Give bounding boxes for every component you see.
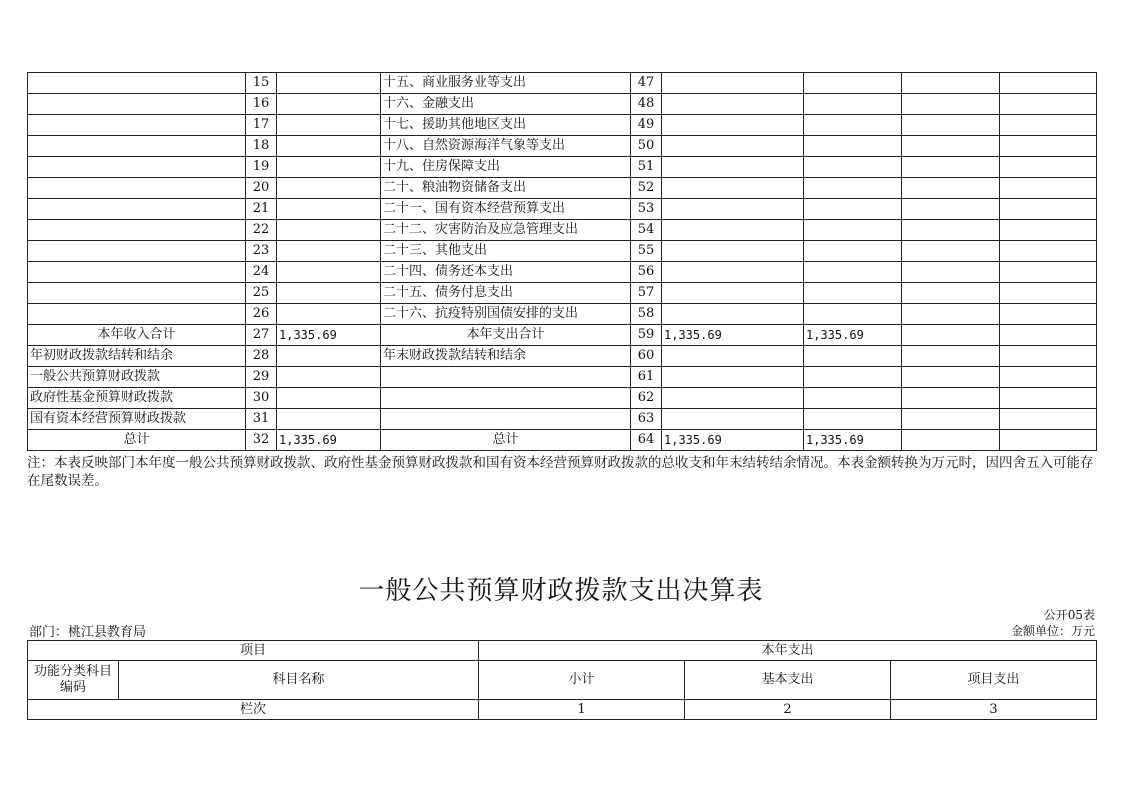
table-row	[28, 136, 1097, 157]
expense-line-no: 56	[631, 262, 662, 283]
income-amount	[277, 241, 381, 262]
expense-line-no: 62	[631, 388, 662, 409]
expense-general-budget	[804, 262, 902, 283]
table-row	[28, 388, 1097, 409]
expense-total: 1,335.69	[662, 325, 804, 346]
income-item-label	[28, 94, 246, 115]
income-line-no: 15	[246, 73, 277, 94]
expense-item-label: 二十三、其他支出	[381, 241, 631, 262]
expense-total	[662, 199, 804, 220]
expense-line-no: 55	[631, 241, 662, 262]
table-note: 注：本表反映部门本年度一般公共预算财政拨款、政府性基金预算财政拨款和国有资本经营预算财政拨款的总收支和年末结转结余情况。本表金额转换为万元时，因四舍五入可能存在尾数误差。	[27, 455, 1094, 489]
column-no-2: 2	[685, 700, 891, 720]
expense-state-capital	[1000, 430, 1097, 451]
expense-general-budget	[804, 367, 902, 388]
expense-item-label	[381, 388, 631, 409]
income-item-label	[28, 262, 246, 283]
expense-general-budget	[804, 157, 902, 178]
subheader-row	[28, 661, 1097, 700]
expense-line-no: 64	[631, 430, 662, 451]
expense-general-budget	[804, 409, 902, 430]
income-amount: 1,335.69	[277, 325, 381, 346]
expense-gov-fund	[902, 178, 1000, 199]
expense-state-capital	[1000, 94, 1097, 115]
income-amount	[277, 262, 381, 283]
expense-gov-fund	[902, 199, 1000, 220]
department-label: 部门：桃江县教育局	[29, 625, 147, 640]
table-row	[28, 430, 1097, 451]
table-row	[28, 220, 1097, 241]
income-item-label: 国有资本经营预算财政拨款	[28, 409, 246, 430]
income-amount	[277, 409, 381, 430]
expense-general-budget	[804, 283, 902, 304]
income-line-no: 26	[246, 304, 277, 325]
income-line-no: 24	[246, 262, 277, 283]
income-line-no: 23	[246, 241, 277, 262]
income-amount	[277, 283, 381, 304]
expense-gov-fund	[902, 325, 1000, 346]
expense-line-no: 59	[631, 325, 662, 346]
expense-line-no: 60	[631, 346, 662, 367]
income-amount	[277, 346, 381, 367]
expense-item-label: 十九、住房保障支出	[381, 157, 631, 178]
expense-total	[662, 178, 804, 199]
expense-line-no: 50	[631, 136, 662, 157]
expense-item-label: 十八、自然资源海洋气象等支出	[381, 136, 631, 157]
expense-state-capital	[1000, 157, 1097, 178]
expense-general-budget: 1,335.69	[804, 430, 902, 451]
income-line-no: 25	[246, 283, 277, 304]
expense-total	[662, 241, 804, 262]
expense-item-label: 二十、粮油物资储备支出	[381, 178, 631, 199]
expense-total	[662, 157, 804, 178]
expense-general-budget	[804, 178, 902, 199]
expense-item-label: 总计	[381, 430, 631, 451]
income-item-label	[28, 241, 246, 262]
expense-total	[662, 409, 804, 430]
income-amount	[277, 115, 381, 136]
income-amount	[277, 367, 381, 388]
expense-state-capital	[1000, 178, 1097, 199]
income-amount	[277, 157, 381, 178]
form-code: 公开05表	[1043, 608, 1095, 622]
header-item: 项目	[28, 641, 479, 661]
expense-item-label: 十五、商业服务业等支出	[381, 73, 631, 94]
table-row	[28, 367, 1097, 388]
income-item-label: 政府性基金预算财政拨款	[28, 388, 246, 409]
expense-gov-fund	[902, 430, 1000, 451]
expense-general-budget	[804, 220, 902, 241]
expense-gov-fund	[902, 94, 1000, 115]
expense-item-label	[381, 409, 631, 430]
table-row	[28, 325, 1097, 346]
table-row	[28, 304, 1097, 325]
expense-gov-fund	[902, 409, 1000, 430]
expense-state-capital	[1000, 367, 1097, 388]
column-number-row	[28, 700, 1097, 720]
header-subtotal: 小计	[479, 661, 685, 700]
expense-general-budget	[804, 388, 902, 409]
expense-total: 1,335.69	[662, 430, 804, 451]
expense-state-capital	[1000, 346, 1097, 367]
expense-gov-fund	[902, 241, 1000, 262]
income-item-label: 一般公共预算财政拨款	[28, 367, 246, 388]
general-budget-expenditure-table	[27, 640, 1097, 720]
income-line-no: 16	[246, 94, 277, 115]
expense-general-budget	[804, 241, 902, 262]
income-item-label: 年初财政拨款结转和结余	[28, 346, 246, 367]
expense-general-budget	[804, 199, 902, 220]
income-item-label	[28, 136, 246, 157]
table-row	[28, 73, 1097, 94]
expense-gov-fund	[902, 136, 1000, 157]
expense-gov-fund	[902, 157, 1000, 178]
income-item-label	[28, 220, 246, 241]
income-line-no: 29	[246, 367, 277, 388]
header-project: 项目支出	[891, 661, 1097, 700]
expense-state-capital	[1000, 304, 1097, 325]
header-subject-name: 科目名称	[119, 661, 479, 700]
expense-total	[662, 283, 804, 304]
table-row	[28, 409, 1097, 430]
expense-general-budget	[804, 136, 902, 157]
income-amount	[277, 220, 381, 241]
expense-state-capital	[1000, 115, 1097, 136]
amount-unit-label: 金额单位：万元	[1010, 624, 1095, 638]
income-item-label	[28, 73, 246, 94]
expense-gov-fund	[902, 388, 1000, 409]
expense-item-label	[381, 367, 631, 388]
header-basic: 基本支出	[685, 661, 891, 700]
expense-state-capital	[1000, 241, 1097, 262]
income-amount	[277, 73, 381, 94]
expense-state-capital	[1000, 283, 1097, 304]
expense-gov-fund	[902, 346, 1000, 367]
income-amount	[277, 304, 381, 325]
expense-line-no: 48	[631, 94, 662, 115]
income-item-label	[28, 157, 246, 178]
expense-item-label: 二十六、抗疫特别国债安排的支出	[381, 304, 631, 325]
header-current-year: 本年支出	[479, 641, 1097, 661]
expense-line-no: 61	[631, 367, 662, 388]
expense-total	[662, 136, 804, 157]
income-line-no: 21	[246, 199, 277, 220]
expense-gov-fund	[902, 73, 1000, 94]
table-row	[28, 283, 1097, 304]
expense-line-no: 49	[631, 115, 662, 136]
expense-item-label: 年末财政拨款结转和结余	[381, 346, 631, 367]
income-line-no: 31	[246, 409, 277, 430]
header-row	[28, 641, 1097, 661]
table-row	[28, 157, 1097, 178]
table-row	[28, 94, 1097, 115]
expense-general-budget	[804, 115, 902, 136]
income-amount	[277, 388, 381, 409]
income-item-label	[28, 304, 246, 325]
expense-total	[662, 115, 804, 136]
table-row	[28, 262, 1097, 283]
table-row	[28, 241, 1097, 262]
expense-total	[662, 262, 804, 283]
income-amount	[277, 178, 381, 199]
expense-total	[662, 94, 804, 115]
expense-state-capital	[1000, 388, 1097, 409]
expense-state-capital	[1000, 409, 1097, 430]
summary-table-body	[28, 73, 1097, 451]
income-line-no: 20	[246, 178, 277, 199]
expense-general-budget: 1,335.69	[804, 325, 902, 346]
expense-state-capital	[1000, 199, 1097, 220]
expense-line-no: 58	[631, 304, 662, 325]
table-row	[28, 115, 1097, 136]
expense-gov-fund	[902, 115, 1000, 136]
income-amount	[277, 199, 381, 220]
expense-line-no: 57	[631, 283, 662, 304]
expense-item-label: 本年支出合计	[381, 325, 631, 346]
income-amount: 1,335.69	[277, 430, 381, 451]
income-line-no: 27	[246, 325, 277, 346]
income-item-label	[28, 178, 246, 199]
income-line-no: 17	[246, 115, 277, 136]
expense-general-budget	[804, 94, 902, 115]
table-row	[28, 346, 1097, 367]
income-line-no: 30	[246, 388, 277, 409]
expense-gov-fund	[902, 367, 1000, 388]
income-line-no: 22	[246, 220, 277, 241]
expense-state-capital	[1000, 262, 1097, 283]
expense-total	[662, 346, 804, 367]
expense-gov-fund	[902, 262, 1000, 283]
expense-state-capital	[1000, 220, 1097, 241]
column-no-label: 栏次	[28, 700, 479, 720]
expense-item-label: 二十四、债务还本支出	[381, 262, 631, 283]
expense-state-capital	[1000, 136, 1097, 157]
income-line-no: 28	[246, 346, 277, 367]
expense-item-label: 十六、金融支出	[381, 94, 631, 115]
income-expense-summary-table	[27, 72, 1097, 451]
income-line-no: 19	[246, 157, 277, 178]
expense-line-no: 47	[631, 73, 662, 94]
expense-total	[662, 73, 804, 94]
income-item-label	[28, 199, 246, 220]
income-amount	[277, 94, 381, 115]
expense-item-label: 二十二、灾害防治及应急管理支出	[381, 220, 631, 241]
income-line-no: 32	[246, 430, 277, 451]
expense-state-capital	[1000, 325, 1097, 346]
expense-line-no: 52	[631, 178, 662, 199]
income-item-label: 总计	[28, 430, 246, 451]
column-no-1: 1	[479, 700, 685, 720]
expense-gov-fund	[902, 220, 1000, 241]
income-item-label: 本年收入合计	[28, 325, 246, 346]
expense-total	[662, 367, 804, 388]
expense-general-budget	[804, 304, 902, 325]
expense-line-no: 51	[631, 157, 662, 178]
table-row	[28, 199, 1097, 220]
expense-general-budget	[804, 346, 902, 367]
expense-line-no: 53	[631, 199, 662, 220]
expense-total	[662, 220, 804, 241]
income-item-label	[28, 115, 246, 136]
table-row	[28, 178, 1097, 199]
expense-item-label: 二十五、债务付息支出	[381, 283, 631, 304]
expense-total	[662, 388, 804, 409]
expense-state-capital	[1000, 73, 1097, 94]
income-amount	[277, 136, 381, 157]
expense-total	[662, 304, 804, 325]
expense-gov-fund	[902, 304, 1000, 325]
expense-general-budget	[804, 73, 902, 94]
header-func-code: 功能分类科目编码	[28, 661, 119, 700]
column-no-3: 3	[891, 700, 1097, 720]
income-line-no: 18	[246, 136, 277, 157]
expense-gov-fund	[902, 283, 1000, 304]
expense-line-no: 63	[631, 409, 662, 430]
page-title: 一般公共预算财政拨款支出决算表	[358, 576, 764, 606]
expense-item-label: 十七、援助其他地区支出	[381, 115, 631, 136]
expense-item-label: 二十一、国有资本经营预算支出	[381, 199, 631, 220]
expense-line-no: 54	[631, 220, 662, 241]
income-item-label	[28, 283, 246, 304]
